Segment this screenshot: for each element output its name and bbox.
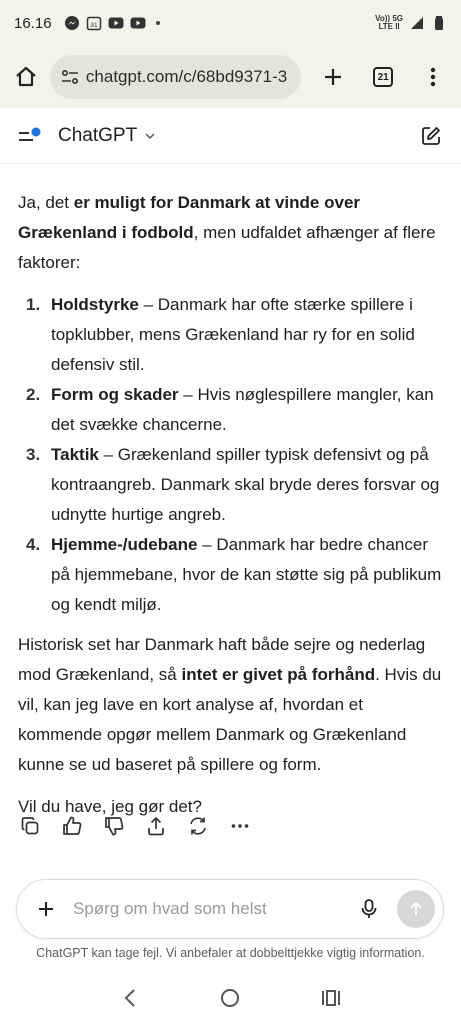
factor-title: Hjemme-/udebane (51, 535, 198, 554)
new-tab-button[interactable] (315, 59, 351, 95)
battery-icon (431, 15, 447, 31)
factor-title: Holdstyrke (51, 295, 139, 314)
circle-home-icon (220, 988, 240, 1008)
plus-icon (36, 899, 56, 919)
list-number: 1. (26, 295, 41, 314)
home-button[interactable] (10, 61, 42, 93)
message-question: Vil du have, jeg gør det? (18, 797, 202, 816)
message-history (18, 630, 446, 780)
dictate-button[interactable] (351, 891, 387, 927)
history-bold: intet er givet på forhånd (181, 665, 376, 684)
svg-text:31: 31 (89, 22, 98, 29)
factor-text: – Danmark har bedre chancer på hjemmebane, hvor de kan støtte sig på publikum og kendt miljø. (51, 535, 442, 614)
edit-icon (420, 125, 442, 147)
browser-menu-button[interactable] (415, 59, 451, 95)
microphone-icon (359, 898, 379, 920)
list-item (18, 380, 446, 440)
factors-list (18, 290, 446, 620)
intro-text: Ja, det (18, 193, 74, 212)
disclaimer-text: ChatGPT kan tage fejl. Vi anbefaler at dobbelttjekke vigtig information. (36, 946, 425, 960)
youtube-icon (108, 15, 124, 31)
factor-title: Taktik (51, 445, 99, 464)
factor-text: – Danmark har ofte stærke spillere i topklubber, mens Grækenland har ry for en solid defensiv stil. (51, 295, 415, 374)
youtube-icon-2 (130, 15, 146, 31)
assistant-message (18, 188, 446, 834)
home-icon (14, 65, 38, 89)
network-label-top: Vo)) 5G (375, 14, 403, 23)
send-button[interactable] (397, 890, 435, 928)
home-nav-button[interactable] (214, 982, 246, 1014)
thumbs-down-button[interactable] (100, 812, 128, 840)
message-actions (16, 812, 254, 840)
tab-count: 21 (373, 67, 393, 87)
thumbs-up-icon (61, 815, 83, 837)
model-selector-title[interactable]: ChatGPT (58, 124, 138, 146)
list-number: 3. (26, 445, 41, 464)
list-item (18, 530, 446, 620)
network-label-bottom: LTE ll (378, 22, 400, 31)
system-status (375, 15, 447, 31)
copy-button[interactable] (16, 812, 44, 840)
attach-button[interactable] (31, 894, 61, 924)
site-settings-icon[interactable] (60, 67, 80, 87)
message-intro (18, 188, 446, 278)
recents-button[interactable] (315, 982, 347, 1014)
signal-icon (409, 15, 425, 31)
more-notifications-dot (156, 21, 160, 25)
status-bar (0, 0, 461, 46)
status-time: 16.16 (14, 14, 52, 32)
thumbs-up-button[interactable] (58, 812, 86, 840)
thumbs-down-icon (103, 815, 125, 837)
list-number: 4. (26, 535, 41, 554)
calendar-icon (86, 15, 102, 31)
regenerate-icon (187, 815, 209, 837)
network-label (375, 15, 403, 31)
prompt-input[interactable] (73, 899, 351, 919)
chevron-down-icon[interactable] (143, 129, 157, 143)
history-text-end: . Hvis du vil, kan jeg lave en kort analyse af, hvordan et kommende opgør mellem Danmark og Grækenland kunne se ud baseret på spillere og form. (18, 665, 442, 774)
menu-icon (16, 122, 44, 150)
sidebar-menu-button[interactable] (16, 122, 44, 150)
copy-icon (20, 816, 40, 836)
plus-icon (322, 66, 344, 88)
intro-text-end: , men udfaldet afhænger af flere faktorer: (18, 223, 436, 272)
list-number: 2. (26, 385, 41, 404)
intro-bold: er muligt for Danmark at vinde over Grækenland i fodbold (18, 193, 361, 242)
regenerate-button[interactable] (184, 812, 212, 840)
share-icon (145, 815, 167, 837)
factor-title: Form og skader (51, 385, 179, 404)
new-chat-button[interactable] (417, 122, 445, 150)
browser-toolbar (0, 46, 461, 108)
tab-switcher-button[interactable] (365, 59, 401, 95)
arrow-up-icon (407, 900, 425, 918)
back-button[interactable] (114, 982, 146, 1014)
notification-icons (64, 15, 160, 31)
more-icon (231, 823, 249, 829)
history-text: Historisk set har Danmark haft både sejre og nederlag mod Grækenland, så (18, 635, 426, 684)
recents-icon (321, 988, 341, 1008)
more-vert-icon (430, 67, 436, 87)
list-item (18, 290, 446, 380)
app-header (0, 108, 461, 164)
list-item (18, 440, 446, 530)
factor-text: – Grækenland spiller typisk defensivt og på kontraangreb. Danmark skal bryde deres forsvar og udnytte hurtige angreb. (51, 445, 440, 524)
share-button[interactable] (142, 812, 170, 840)
factor-text: – Hvis nøglespillere mangler, kan det svække chancerne. (51, 385, 434, 434)
back-icon (123, 988, 137, 1008)
messenger-icon (64, 15, 80, 31)
composer (16, 879, 444, 939)
address-bar[interactable] (50, 55, 301, 99)
url-text[interactable]: chatgpt.com/c/68bd9371-3 (85, 67, 288, 86)
system-nav-bar (0, 972, 461, 1024)
more-actions-button[interactable] (226, 812, 254, 840)
